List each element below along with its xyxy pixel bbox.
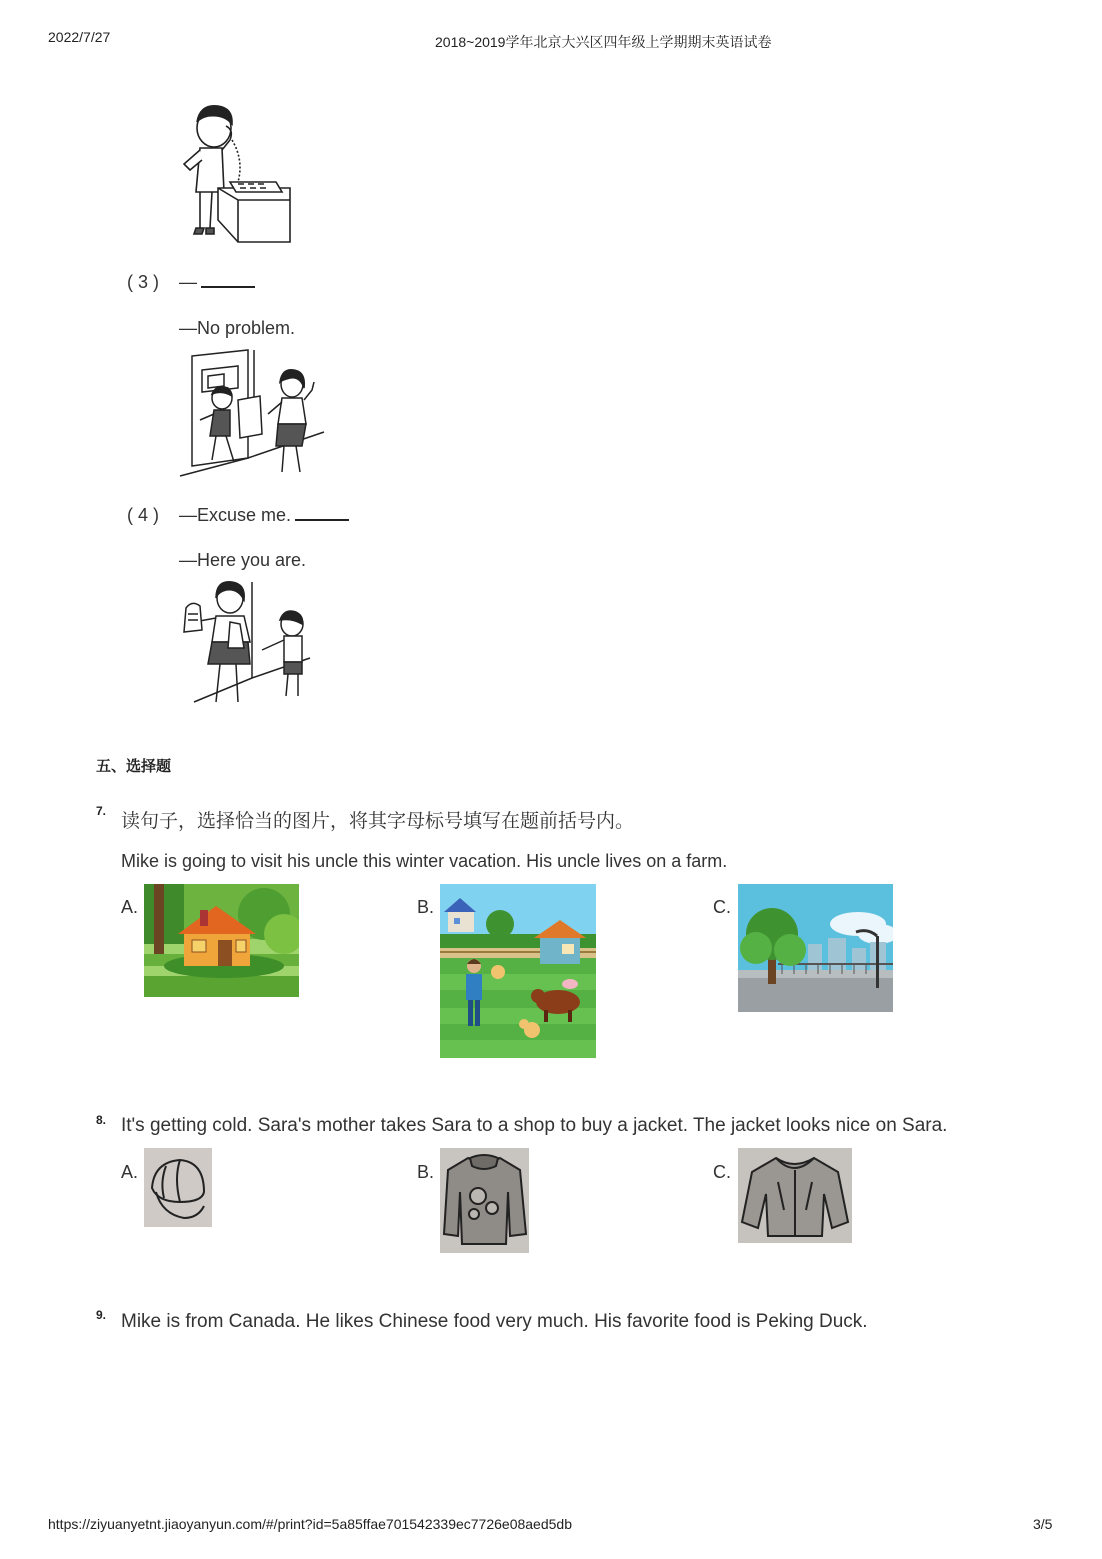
question-7-option-c-label[interactable]: C. (713, 897, 731, 917)
sweater-sketch-image[interactable] (440, 1148, 529, 1253)
dialog-4-number: ( 4 ) (127, 505, 160, 525)
question-9-number: 9. (96, 1308, 107, 1322)
cottage-in-woods-image[interactable] (144, 884, 299, 997)
dialog-4-blank[interactable] (295, 505, 349, 521)
dialog-4-prompt: —Excuse me. (179, 505, 292, 525)
question-8-sentence: It's getting cold. Sara's mother takes Sara to a shop to buy a jacket. The jacket looks nice on Sara. (121, 1115, 948, 1136)
page-number: 3/5 (1033, 1516, 1053, 1532)
woman-handing-bag-illustration (176, 578, 312, 708)
jacket-sketch-image[interactable] (738, 1148, 852, 1243)
dialog-3-line-2: —No problem. (179, 318, 296, 338)
question-7-option-a-label[interactable]: A. (121, 897, 139, 917)
page-url[interactable]: https://ziyuanyetnt.jiaoyanyun.com/#/print?id=5a85ffae701542339ec7726e08aed5db (48, 1516, 572, 1532)
dialog-3-blank[interactable] (201, 272, 255, 288)
question-8-option-b-label[interactable]: B. (417, 1162, 435, 1182)
dialog-3-prompt: — (179, 272, 197, 292)
city-street-with-tree-image[interactable] (738, 884, 893, 1012)
question-8-option-c-label[interactable]: C. (713, 1162, 731, 1182)
dialog-3-number: ( 3 ) (127, 272, 160, 292)
cap-sketch-image[interactable] (144, 1148, 212, 1227)
question-9-sentence: Mike is from Canada. He likes Chinese food very much. His favorite food is Peking Duck. (121, 1311, 868, 1332)
question-8-option-a-label[interactable]: A. (121, 1162, 139, 1182)
dialog-4-line-1 (179, 505, 349, 526)
question-7-sentence: Mike is going to visit his uncle this winter vacation. His uncle lives on a farm. (121, 851, 728, 871)
question-7-number: 7. (96, 804, 107, 818)
dialog-3-line-1 (179, 272, 255, 293)
farm-with-boy-and-animals-image[interactable] (440, 884, 596, 1058)
question-7-option-b-label[interactable]: B. (417, 897, 435, 917)
question-8-number: 8. (96, 1113, 107, 1127)
dialog-4-line-2: —Here you are. (179, 550, 307, 570)
question-7-instruction: 读句子，选择恰当的图片，将其字母标号填写在题前括号内。 (121, 811, 635, 832)
boy-on-phone-illustration (178, 100, 293, 248)
print-date: 2022/7/27 (48, 29, 111, 45)
document-title: 2018~2019学年北京大兴区四年级上学期期末英语试卷 (435, 34, 772, 50)
boy-at-door-illustration (178, 348, 326, 478)
section-title: 五、选择题 (96, 758, 172, 775)
